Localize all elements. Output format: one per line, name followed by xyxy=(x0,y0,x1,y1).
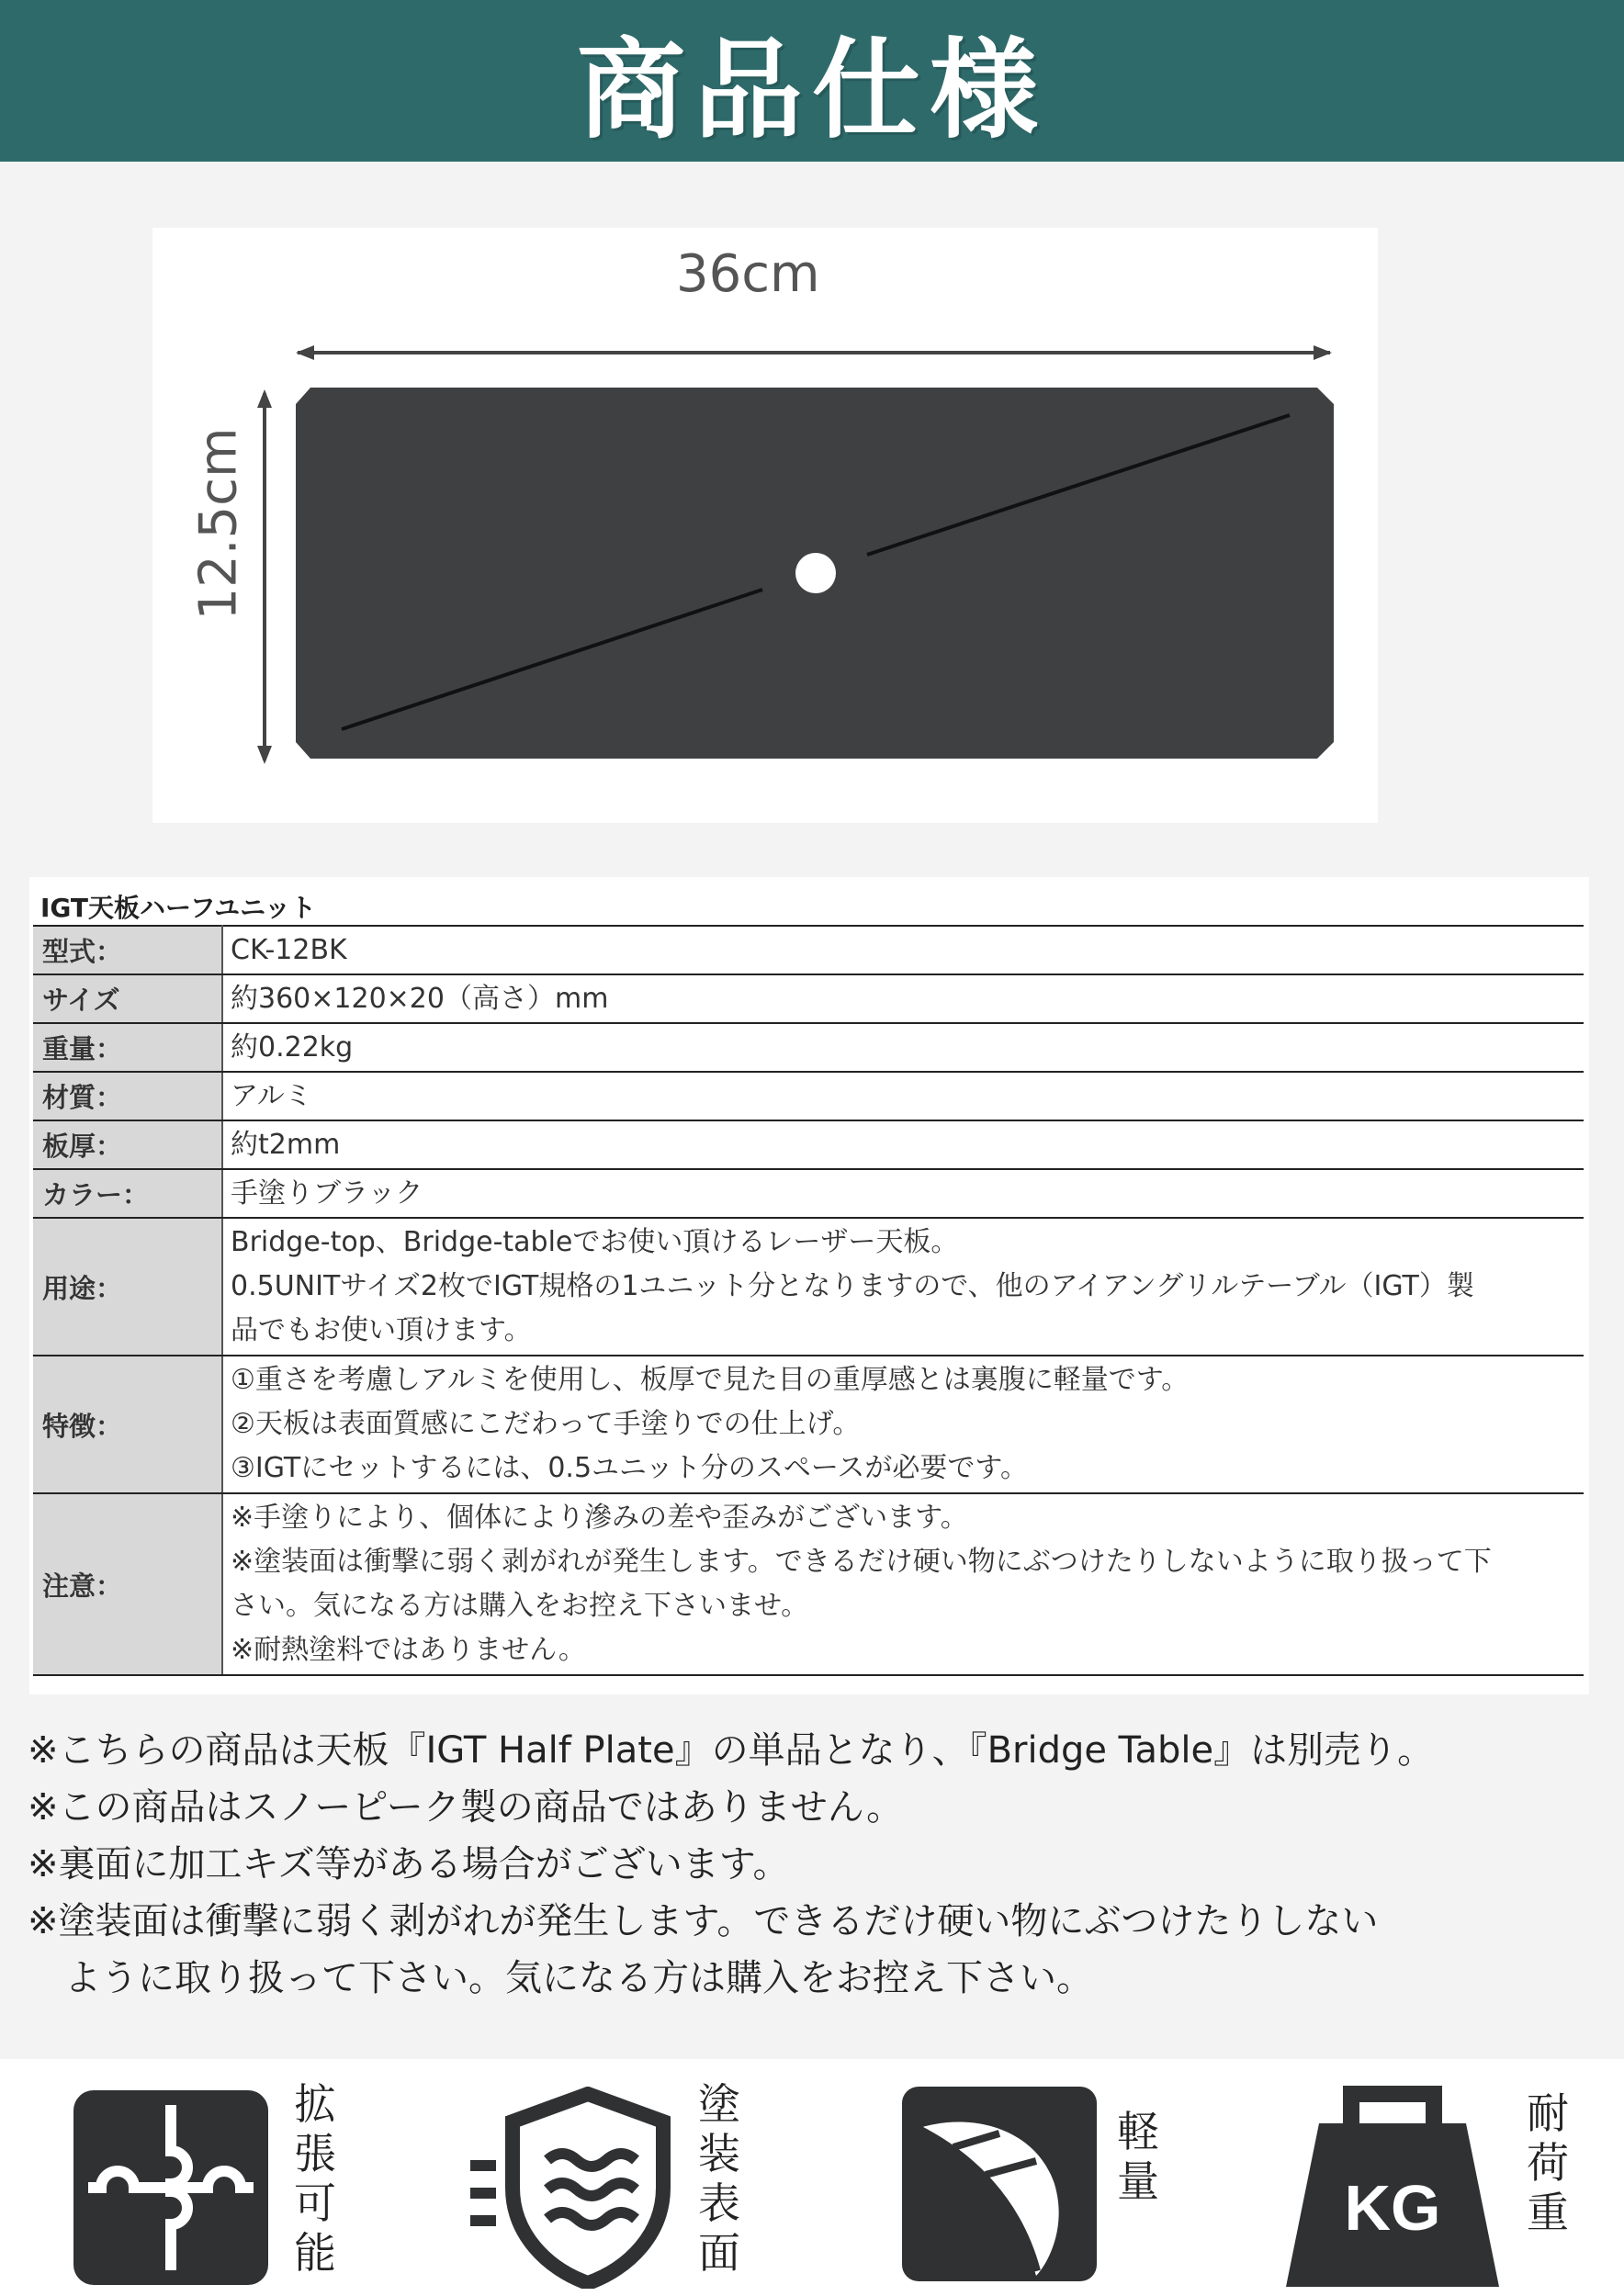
spec-value xyxy=(222,1218,1584,1356)
page-title: 商品仕様 xyxy=(576,27,1047,153)
spec-line: ③IGTにセットするには、0.5ユニット分のスペースが必要です。 xyxy=(231,1452,1028,1484)
height-arrow-bottom-head xyxy=(257,746,272,764)
spec-line: 品でもお使い頂けます。 xyxy=(231,1314,532,1346)
spec-row-size xyxy=(33,974,1584,1023)
plate-drawing xyxy=(152,228,1378,823)
dimension-diagram xyxy=(152,228,1378,823)
spec-line: さい。気になる方は購入をお控え下さいませ。 xyxy=(231,1590,809,1622)
width-arrow-right-head xyxy=(1314,345,1332,360)
feature-expandable xyxy=(70,2079,364,2290)
spec-label: 用途： xyxy=(33,1218,222,1356)
spec-label: サイズ xyxy=(33,974,222,1023)
note-line: ように取り扱って下さい。気になる方は購入をお控え下さい。 xyxy=(64,1957,1093,1999)
spec-label: 板厚： xyxy=(33,1120,222,1169)
height-arrow-top-head xyxy=(257,389,272,408)
spec-row-thickness xyxy=(33,1120,1584,1169)
shield-icon xyxy=(468,2087,680,2289)
spec-value: 約360×120×20（高さ）mm xyxy=(222,974,1584,1023)
spec-row-usage xyxy=(33,1218,1584,1356)
spec-row-model xyxy=(33,926,1584,974)
spec-label: 型式： xyxy=(33,926,222,974)
spec-line: ※耐熱塗料ではありません。 xyxy=(231,1634,586,1666)
spec-line: Bridge-top、Bridge-tableでお使い頂けるレーザー天板。 xyxy=(231,1226,959,1258)
spec-value: 手塗りブラック xyxy=(222,1169,1584,1218)
feature-coated-surface xyxy=(468,2079,762,2290)
spec-line: ①重さを考慮しアルミを使用し、板厚で見た目の重厚感とは裏腹に軽量です。 xyxy=(231,1364,1190,1396)
spec-section xyxy=(29,877,1589,1694)
spec-label: 注意： xyxy=(33,1493,222,1675)
spec-table xyxy=(33,925,1584,1676)
feature-label: 耐荷重 xyxy=(1527,2088,1569,2237)
note-line: ※裏面に加工キズ等がある場合がございます。 xyxy=(28,1843,790,1885)
spec-row-features xyxy=(33,1356,1584,1493)
spec-line: ※手塗りにより、個体により滲みの差や歪みがございます。 xyxy=(231,1502,968,1534)
height-label: 12.5cm xyxy=(188,427,249,621)
feature-label: 塗装表面 xyxy=(698,2079,740,2278)
spec-line: ②天板は表面質感にこだわって手塗りでの仕上げ。 xyxy=(231,1408,861,1440)
feature-label: 拡張可能 xyxy=(294,2079,336,2278)
spec-line: ※塗装面は衝撃に弱く剥がれが発生します。できるだけ硬い物にぶつけたりしないように取り扱って下 xyxy=(231,1546,1492,1578)
page-header xyxy=(0,0,1624,162)
spec-value: 約0.22kg xyxy=(222,1023,1584,1072)
spec-label: 特徴： xyxy=(33,1356,222,1493)
spec-value xyxy=(222,1356,1584,1493)
feature-lightweight xyxy=(898,2079,1192,2290)
spec-value: CK-12BK xyxy=(222,926,1584,974)
feature-label: 軽量 xyxy=(1117,2107,1159,2206)
width-label: 36cm xyxy=(676,244,820,304)
weight-icon-text: KG xyxy=(1344,2172,1441,2244)
weight-icon xyxy=(1282,2083,1503,2290)
spec-row-color xyxy=(33,1169,1584,1218)
spec-row-material xyxy=(33,1072,1584,1120)
puzzle-icon xyxy=(70,2087,272,2289)
spec-row-caution xyxy=(33,1493,1584,1675)
spec-line: 0.5UNITサイズ2枚でIGT規格の1ユニット分となりますので、他のアイアングリルテーブル（IGT）製 xyxy=(231,1270,1474,1302)
spec-label: 重量： xyxy=(33,1023,222,1072)
feature-icons xyxy=(0,2059,1624,2296)
spec-title: IGT天板ハーフユニット xyxy=(40,893,317,923)
feature-load-capacity xyxy=(1282,2079,1595,2290)
notes-section xyxy=(28,1722,1598,2007)
feather-icon xyxy=(898,2083,1100,2285)
center-hole xyxy=(795,553,836,593)
note-line: ※この商品はスノーピーク製の商品ではありません。 xyxy=(28,1786,904,1829)
spec-label: カラー： xyxy=(33,1169,222,1218)
note-line: ※塗装面は衝撃に弱く剥がれが発生します。できるだけ硬い物にぶつけたりしない xyxy=(28,1900,1379,1942)
spec-row-weight xyxy=(33,1023,1584,1072)
spec-value: 約t2mm xyxy=(222,1120,1584,1169)
spec-value: アルミ xyxy=(222,1072,1584,1120)
note-line: ※こちらの商品は天板『IGT Half Plate』の単品となり、『Bridge Table』は別売り。 xyxy=(28,1729,1435,1772)
spec-label: 材質： xyxy=(33,1072,222,1120)
width-arrow-left-head xyxy=(296,345,314,360)
spec-value xyxy=(222,1493,1584,1675)
